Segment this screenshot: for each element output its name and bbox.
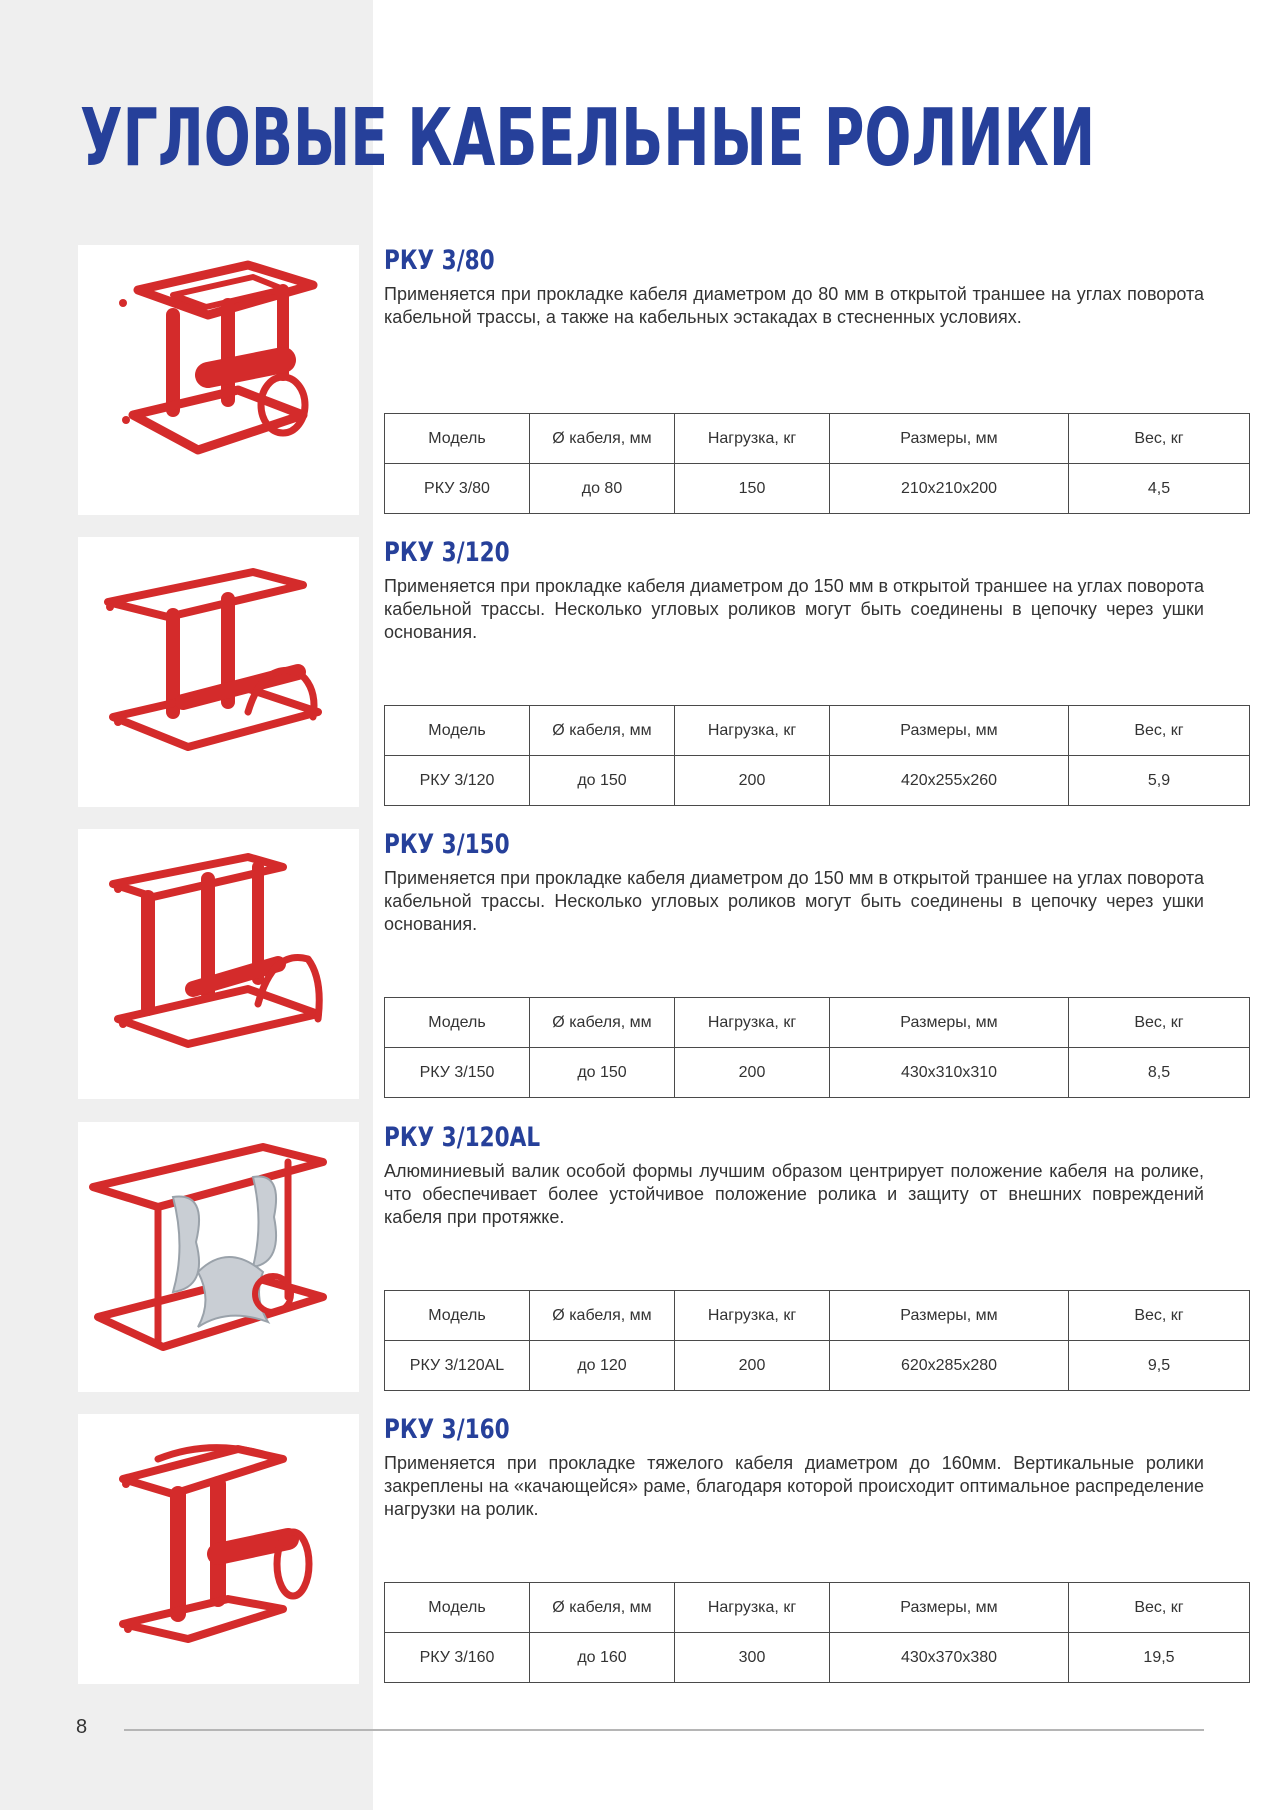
cell-model: РКУ 3/120AL: [385, 1341, 530, 1391]
product-description: Применяется при прокладке кабеля диаметром до 150 мм в открытой траншее на углах поворота кабельной трассы. Несколько угловых роликов могут быть соединены в цепочку через ушки основания.: [384, 576, 1204, 642]
header-weight: Вес, кг: [1069, 1583, 1250, 1633]
product-model-name: РКУ 3/80: [384, 245, 495, 276]
header-dimensions: Размеры, мм: [830, 998, 1069, 1048]
cell-dimensions: 210x210x200: [830, 464, 1069, 514]
product-info: [384, 829, 1204, 1081]
spec-table-row: [385, 464, 1250, 514]
spec-table: [384, 1290, 1250, 1391]
spec-table-row: [385, 1341, 1250, 1391]
header-weight: Вес, кг: [1069, 998, 1250, 1048]
product-description: Применяется при прокладке кабеля диаметром до 80 мм в открытой траншее на углах поворота кабельной трассы, а также на кабельных эстакадах в стесненных условиях.: [384, 284, 1204, 327]
spec-table: [384, 413, 1250, 514]
red-corner-roller-photo-icon: [78, 829, 359, 1099]
product-photo: [78, 245, 359, 515]
product-description: Применяется при прокладке тяжелого кабеля диаметром до 160мм. Вертикальные ролики закреплены на «качающейся» раме, благодаря которой происходит оптимальное распределение нагрузки на ролик.: [384, 1453, 1204, 1519]
product-model-name: РКУ 3/150: [384, 829, 510, 860]
header-cable-diameter: Ø кабеля, мм: [530, 1291, 675, 1341]
spec-table-header-row: [385, 1583, 1250, 1633]
product-info: [384, 1122, 1204, 1374]
cell-load: 200: [675, 1341, 830, 1391]
page-number: 8: [76, 1716, 88, 1738]
header-cable-diameter: Ø кабеля, мм: [530, 414, 675, 464]
header-dimensions: Размеры, мм: [830, 1583, 1069, 1633]
red-corner-roller-photo-icon: [78, 245, 359, 515]
cell-load: 150: [675, 464, 830, 514]
cell-load: 200: [675, 756, 830, 806]
product-block: [0, 1414, 1280, 1684]
cell-cable-diameter: до 120: [530, 1341, 675, 1391]
red-corner-roller-aluminium-photo-icon: [78, 1122, 359, 1392]
cell-dimensions: 420x255x260: [830, 756, 1069, 806]
spec-table-row: [385, 1048, 1250, 1098]
red-corner-roller-photo-icon: [78, 1414, 359, 1684]
product-block: [0, 537, 1280, 807]
cell-cable-diameter: до 150: [530, 756, 675, 806]
product-block: [0, 1122, 1280, 1392]
spec-table: [384, 997, 1250, 1098]
cell-load: 300: [675, 1633, 830, 1683]
cell-load: 200: [675, 1048, 830, 1098]
cell-model: РКУ 3/80: [385, 464, 530, 514]
footer-divider: [124, 1729, 1204, 1731]
header-load: Нагрузка, кг: [675, 414, 830, 464]
header-weight: Вес, кг: [1069, 414, 1250, 464]
cell-model: РКУ 3/120: [385, 756, 530, 806]
header-load: Нагрузка, кг: [675, 706, 830, 756]
header-cable-diameter: Ø кабеля, мм: [530, 1583, 675, 1633]
cell-weight: 19,5: [1069, 1633, 1250, 1683]
header-model: Модель: [385, 998, 530, 1048]
header-dimensions: Размеры, мм: [830, 706, 1069, 756]
cell-cable-diameter: до 80: [530, 464, 675, 514]
product-block: [0, 829, 1280, 1099]
spec-table-header-row: [385, 706, 1250, 756]
header-weight: Вес, кг: [1069, 1291, 1250, 1341]
cell-weight: 8,5: [1069, 1048, 1250, 1098]
header-load: Нагрузка, кг: [675, 998, 830, 1048]
header-dimensions: Размеры, мм: [830, 414, 1069, 464]
header-model: Модель: [385, 1291, 530, 1341]
header-load: Нагрузка, кг: [675, 1291, 830, 1341]
spec-table-header-row: [385, 998, 1250, 1048]
header-model: Модель: [385, 706, 530, 756]
spec-table-header-row: [385, 1291, 1250, 1341]
spec-table: [384, 705, 1250, 806]
header-model: Модель: [385, 414, 530, 464]
product-description: Алюминиевый валик особой формы лучшим образом центрирует положение кабеля на ролике, что обеспечивает более устойчивое положение ролика и защиту от внешних повреждений кабеля при протяжке.: [384, 1161, 1204, 1227]
cell-dimensions: 620x285x280: [830, 1341, 1069, 1391]
product-info: [384, 1414, 1204, 1666]
cell-model: РКУ 3/160: [385, 1633, 530, 1683]
cell-model: РКУ 3/150: [385, 1048, 530, 1098]
product-model-name: РКУ 3/120AL: [384, 1122, 541, 1153]
spec-table-row: [385, 756, 1250, 806]
product-photo: [78, 537, 359, 807]
page-title: УГЛОВЫЕ КАБЕЛЬНЫЕ РОЛИКИ: [80, 92, 1096, 184]
product-block: [0, 245, 1280, 515]
spec-table-header-row: [385, 414, 1250, 464]
cell-weight: 4,5: [1069, 464, 1250, 514]
cell-weight: 5,9: [1069, 756, 1250, 806]
header-weight: Вес, кг: [1069, 706, 1250, 756]
cell-dimensions: 430x310x310: [830, 1048, 1069, 1098]
cell-cable-diameter: до 150: [530, 1048, 675, 1098]
cell-weight: 9,5: [1069, 1341, 1250, 1391]
spec-table-row: [385, 1633, 1250, 1683]
header-dimensions: Размеры, мм: [830, 1291, 1069, 1341]
product-info: [384, 245, 1204, 497]
header-cable-diameter: Ø кабеля, мм: [530, 998, 675, 1048]
product-model-name: РКУ 3/160: [384, 1414, 510, 1445]
product-photo: [78, 829, 359, 1099]
cell-cable-diameter: до 160: [530, 1633, 675, 1683]
product-description: Применяется при прокладке кабеля диаметром до 150 мм в открытой траншее на углах поворота кабельной трассы. Несколько угловых роликов могут быть соединены в цепочку через ушки основания.: [384, 868, 1204, 934]
spec-table: [384, 1582, 1250, 1683]
product-photo: [78, 1122, 359, 1392]
product-model-name: РКУ 3/120: [384, 537, 510, 568]
header-cable-diameter: Ø кабеля, мм: [530, 706, 675, 756]
header-model: Модель: [385, 1583, 530, 1633]
product-info: [384, 537, 1204, 789]
product-photo: [78, 1414, 359, 1684]
header-load: Нагрузка, кг: [675, 1583, 830, 1633]
cell-dimensions: 430x370x380: [830, 1633, 1069, 1683]
red-corner-roller-photo-icon: [78, 537, 359, 807]
